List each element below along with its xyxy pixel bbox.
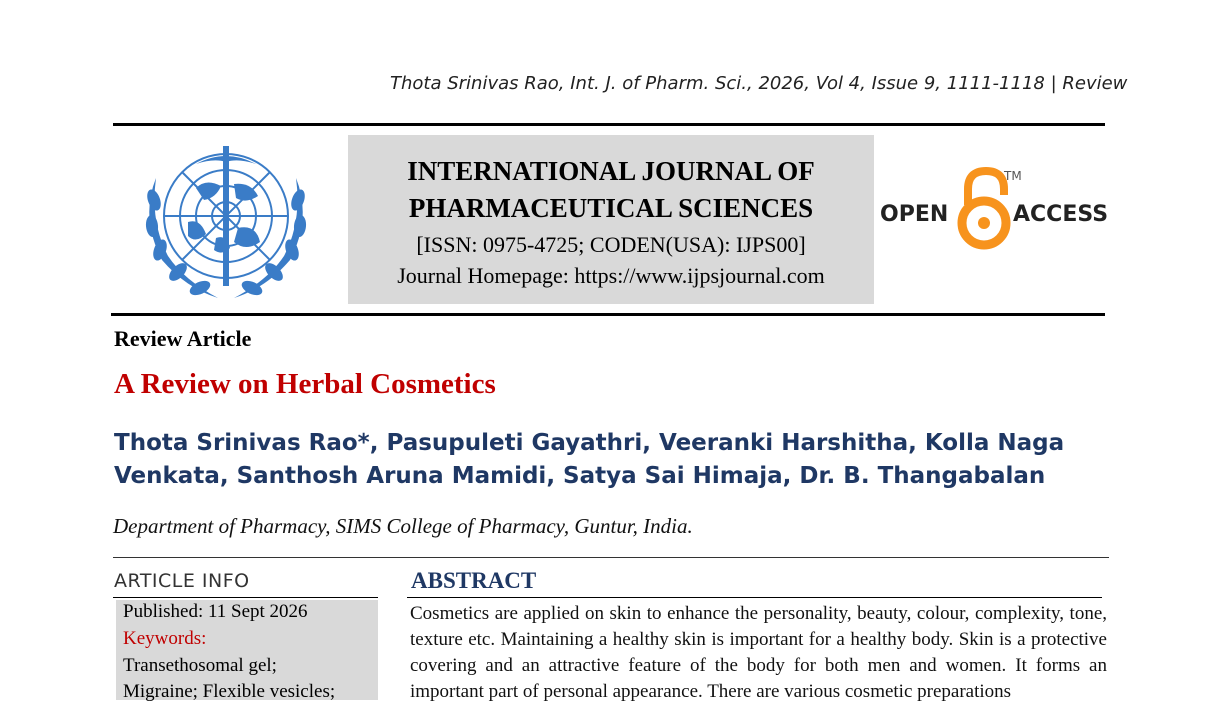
header-rule-bottom [111,313,1105,316]
keywords-label: Keywords: [123,628,207,649]
author-list [114,427,1074,493]
journal-issn: [ISSN: 0975-4725; CODEN(USA): IJPS00] [416,232,806,257]
journal-emblem-logo [126,138,326,308]
affiliation: Department of Pharmacy, SIMS College of Pharmacy, Guntur, India. [113,514,693,538]
article-info-heading: ARTICLE INFO [114,570,250,592]
journal-homepage: Journal Homepage: https://www.ijpsjournal.com [397,263,825,288]
header-rule-top [113,123,1105,126]
citation-header: Thota Srinivas Rao, Int. J. of Pharm. Sci., 2026, Vol 4, Issue 9, 1111-1118 | Review [390,73,1128,94]
article-type: Review Article [114,326,252,351]
journal-banner [348,135,874,304]
journal-name-line1: INTERNATIONAL JOURNAL OF [407,156,815,186]
open-access-logo [880,165,1110,255]
authors-line1: Thota Srinivas Rao*, Pasupuleti Gayathri, Veeranki Harshitha, Kolla Naga [114,430,1065,456]
abstract-heading: ABSTRACT [411,568,537,593]
section-divider [113,557,1109,558]
journal-name-line2: PHARMACEUTICAL SCIENCES [408,193,814,223]
article-info-box [116,600,378,700]
open-access-right-text: ACCESS [1013,202,1109,227]
authors-line2: Venkata, Santhosh Aruna Mamidi, Satya Sai Himaja, Dr. B. Thangabalan [114,463,1046,489]
published-date: Published: 11 Sept 2026 [123,601,308,622]
keyword-item: Migraine; Flexible vesicles; [123,681,336,702]
abstract-rule [407,597,1102,598]
open-access-left-text: OPEN [880,202,949,227]
abstract-text: Cosmetics are applied on skin to enhance the personality, beauty, colour, complexity, tone, texture etc. Maintaining a healthy skin is important for a healthy body. Skin is a protective covering and an attractive feature of the body for both men and women. It forms an important part of personal appearance. There are various cosmetic preparations [410,603,1107,702]
article-info-rule [113,597,378,598]
article-title: A Review on Herbal Cosmetics [114,368,496,400]
keyword-item: Transethosomal gel; [123,655,277,676]
open-access-tm: TM [1004,169,1022,183]
